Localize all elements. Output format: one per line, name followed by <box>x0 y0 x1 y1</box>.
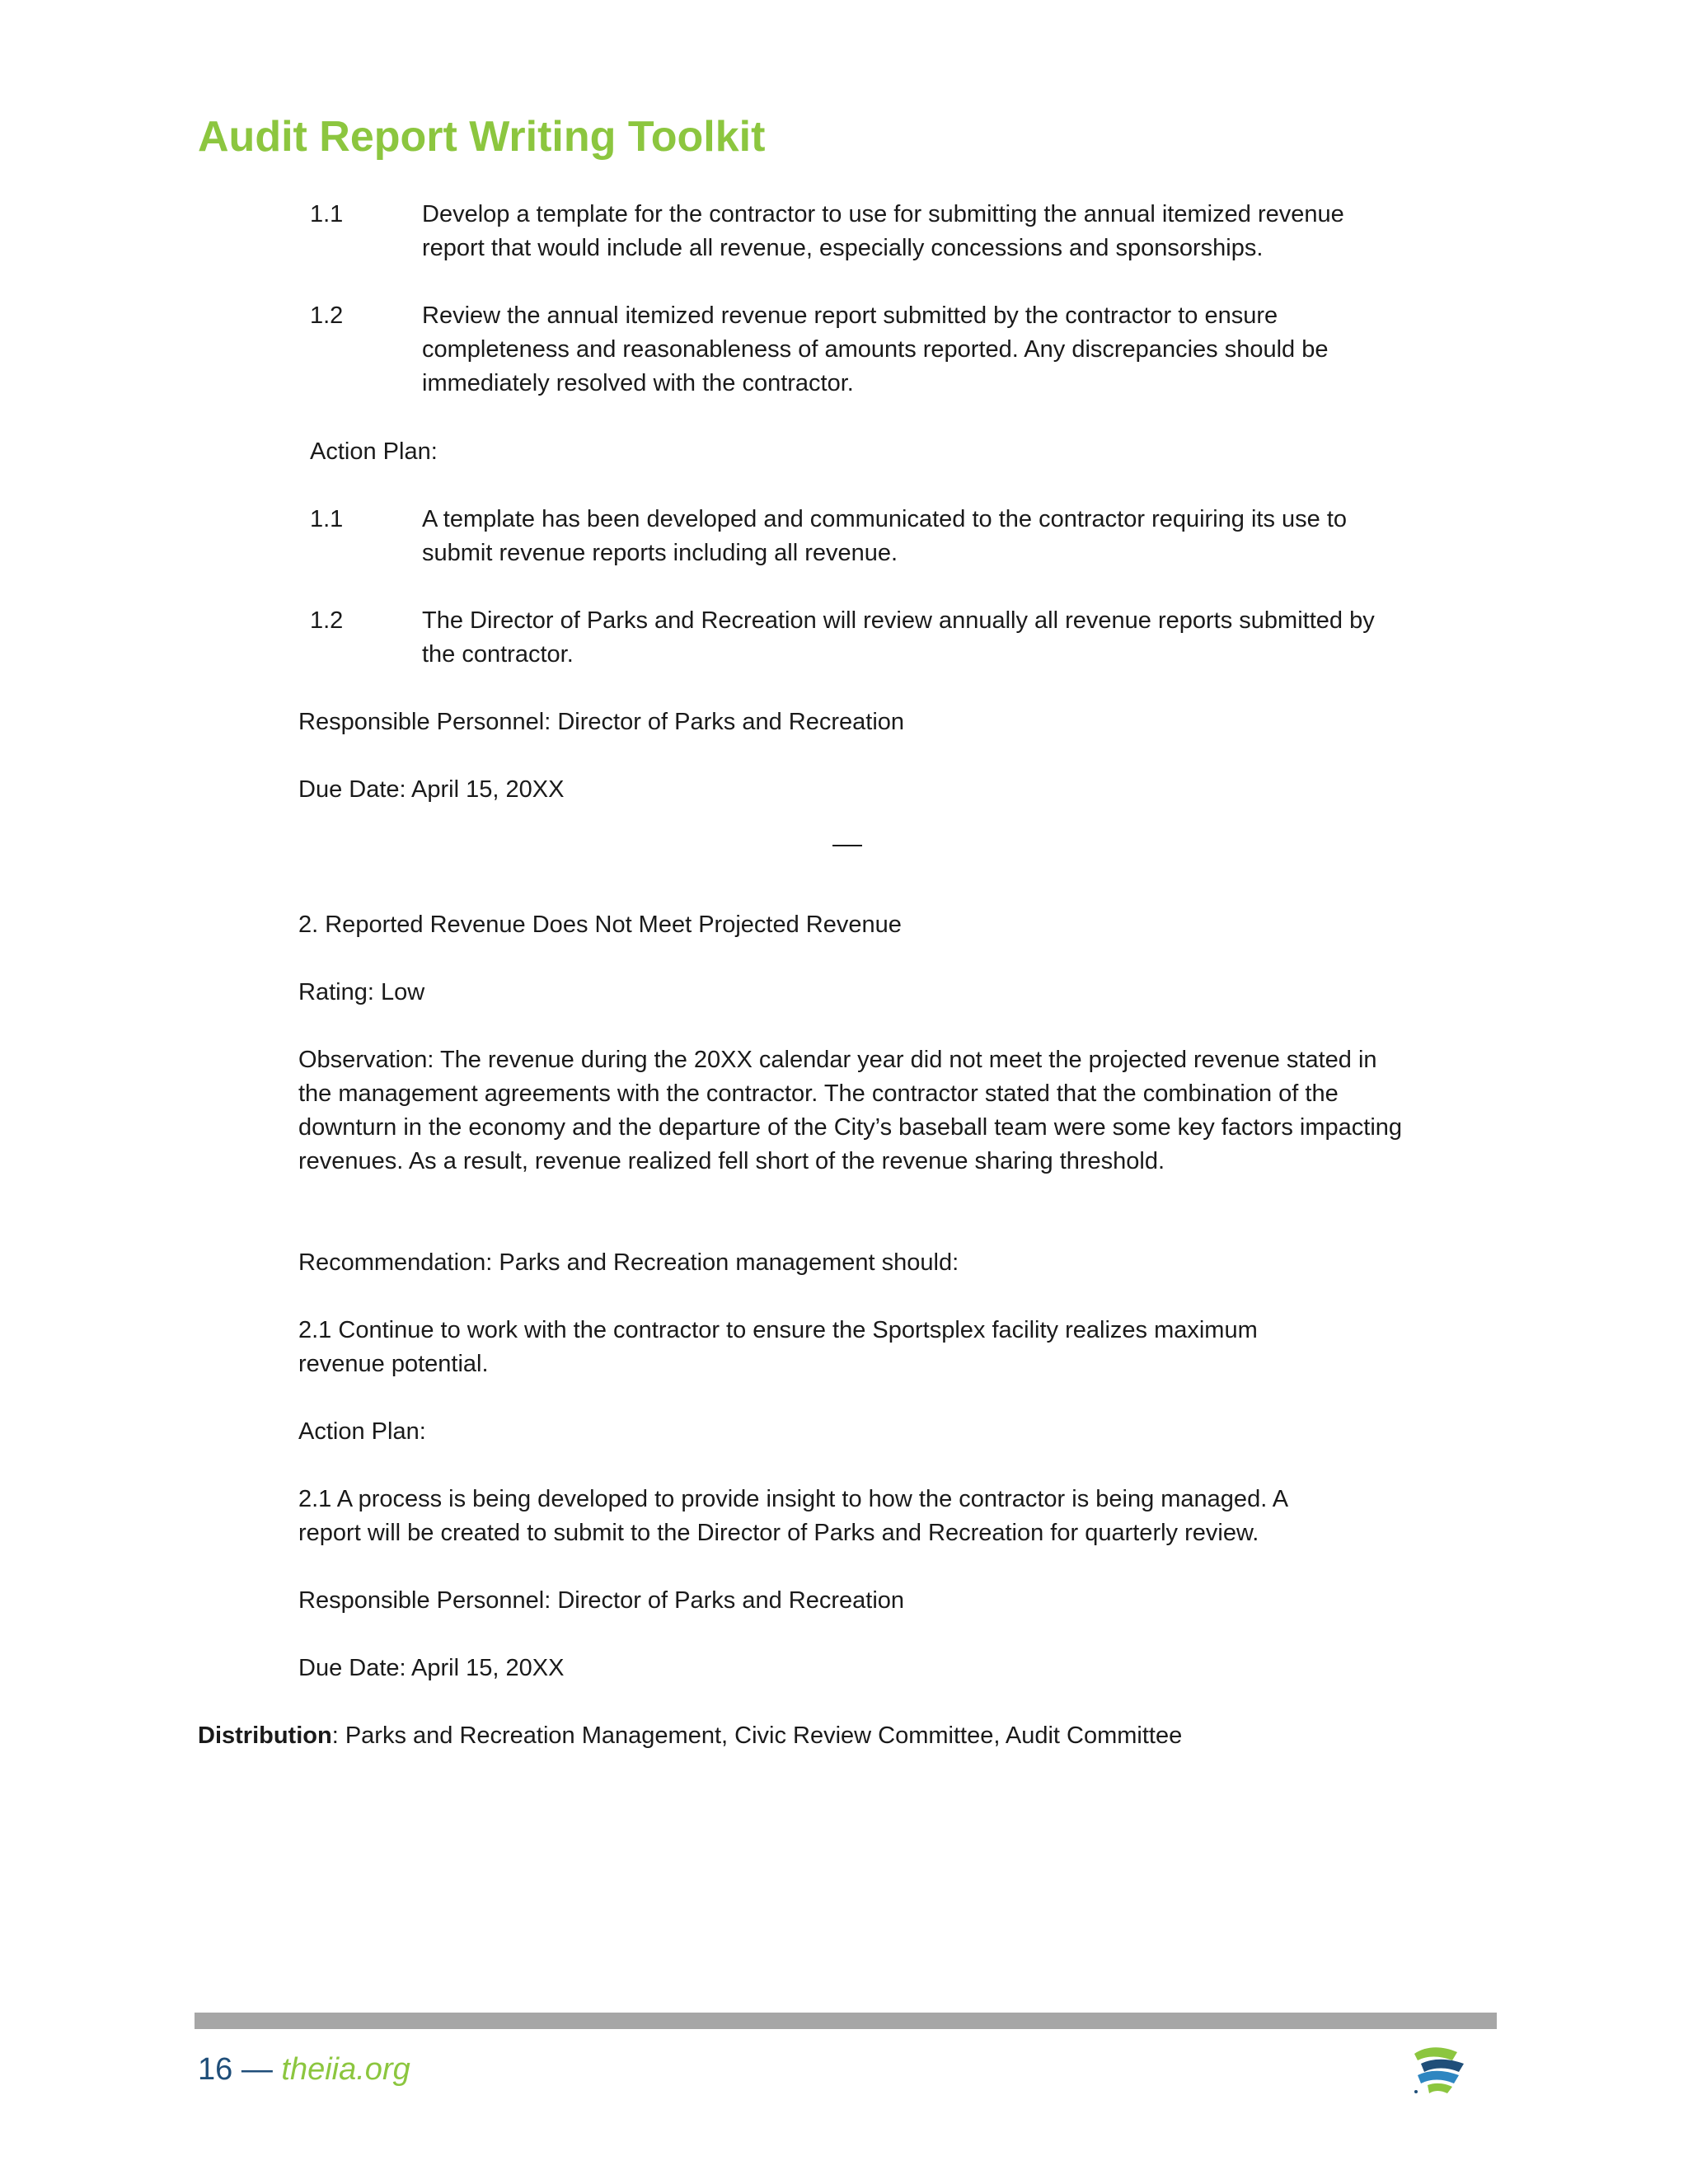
recommendation-intro: Recommendation: Parks and Recreation management should: <box>298 1249 959 1276</box>
recommendation-text: Develop a template for the contractor to use for submitting the annual itemized revenue report that would include all revenue, especially concessions and sponsorships. <box>422 201 1344 261</box>
action-item-number: 1.1 <box>310 506 344 532</box>
footer-separator: — <box>232 2052 282 2087</box>
action-item-text: A template has been developed and communicated to the contractor requiring its use to submit revenue reports including all revenue. <box>422 506 1348 566</box>
recommendation-2-1: 2.1 Continue to work with the contractor to ensure the Sportsplex facility realizes maximum revenue potential. <box>298 1317 1258 1377</box>
action-item-number: 1.2 <box>310 607 344 634</box>
responsible-personnel: Responsible Personnel: Director of Parks and Recreation <box>298 709 905 735</box>
section-divider <box>832 845 862 846</box>
due-date: Due Date: April 15, 20XX <box>298 776 565 803</box>
responsible-personnel: Responsible Personnel: Director of Parks and Recreation <box>298 1587 905 1614</box>
due-date: Due Date: April 15, 20XX <box>298 1655 565 1681</box>
recommendation-number: 1.1 <box>310 201 344 227</box>
page-title: Audit Report Writing Toolkit <box>198 113 766 161</box>
footer-bar <box>195 2013 1497 2029</box>
recommendation-text: Review the annual itemized revenue report submitted by the contractor to ensure completeness and reasonableness of amounts reported. Any discrepancies should be immediately resolved with the contractor. <box>422 302 1329 396</box>
site-link[interactable]: theiia.org <box>281 2052 410 2087</box>
action-2-1: 2.1 A process is being developed to provide insight to how the contractor is being managed. A report will be created to submit to the Director of Parks and Recreation for quarterly review. <box>298 1486 1287 1546</box>
page-number: 16 <box>198 2052 233 2087</box>
observation: Observation: The revenue during the 20XX calendar year did not meet the projected revenue stated in the management agreements with the contractor. The contractor stated that the combination of the downturn in the economy and the departure of the City’s baseball team were some key factors impacting revenues. As a result, revenue realized fell short of the revenue sharing threshold. <box>298 1047 1403 1174</box>
rating: Rating: Low <box>298 979 425 1005</box>
action-plan-label: Action Plan: <box>310 438 438 465</box>
action-item-text: The Director of Parks and Recreation will review annually all revenue reports submitted by the contractor. <box>422 607 1375 668</box>
distribution-text: : Parks and Recreation Management, Civic Review Committee, Audit Committee <box>331 1722 1183 1749</box>
recommendation-number: 1.2 <box>310 302 344 329</box>
finding-heading: 2. Reported Revenue Does Not Meet Projected Revenue <box>298 912 902 938</box>
distribution-label: Distribution <box>198 1722 332 1749</box>
footer <box>198 2050 410 2089</box>
iia-logo-icon <box>1409 2042 1469 2098</box>
distribution <box>198 1719 1182 1753</box>
action-plan-label: Action Plan: <box>298 1418 426 1445</box>
